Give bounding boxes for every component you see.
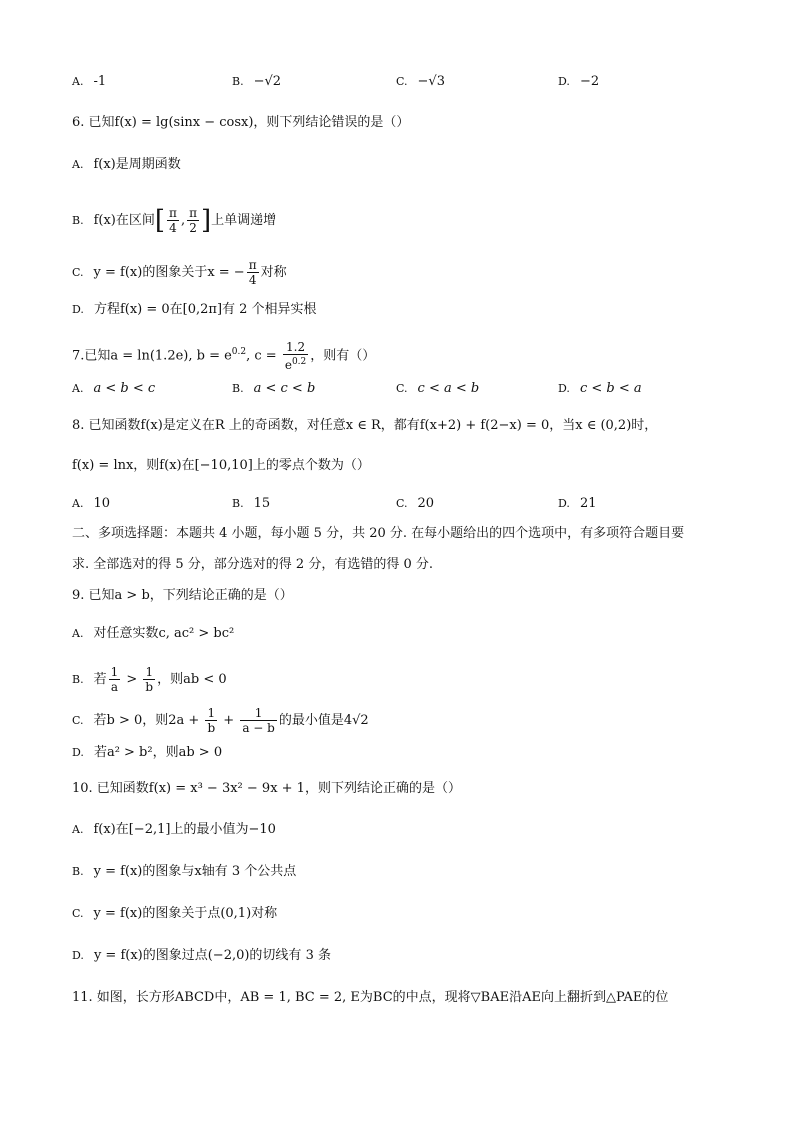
q6-option-d: D. 方程f(x) = 0在[0,2π]有 2 个相异实根 [72, 302, 317, 317]
q7-option-a: A. a < b < c [72, 381, 156, 396]
q7-options [72, 379, 722, 399]
q9-stem: 9. 已知a > b，下列结论正确的是（） [72, 588, 293, 603]
q5-option-a: A. -1 [72, 74, 107, 89]
q6-option-a: A. f(x)是周期函数 [72, 157, 181, 172]
q6-option-b: B. f(x)在区间[ $\frac{\pi}{4}$ , $\frac{\pi}{2}$ ]上单调递增 [72, 205, 277, 236]
q6-stem: 6. 已知f(x) = lg(sinx − cosx)，则下列结论错误的是（） [72, 115, 410, 130]
q5-option-d: D. −2 [558, 74, 600, 89]
section2-heading-line1: 二、多项选择题：本题共 4 小题，每小题 5 分，共 20 分. 在每小题给出的四个选项中，有多项符合题目要 [72, 526, 685, 541]
q10-option-b: B. y = f(x)的图象与x轴有 3 个公共点 [72, 864, 297, 879]
q7-option-c: C. c < a < b [396, 381, 480, 396]
q10-option-d: D. y = f(x)的图象过点(−2,0)的切线有 3 条 [72, 948, 331, 963]
q9-option-b: B. 若 $\frac{1}{a}$ > $\frac{1}{b}$ ，则ab < 0 [72, 665, 227, 694]
q9-option-c: C. 若b > 0，则2a + $\frac{1}{b}$ + $\frac{1}{a - b}$ 的最小值是4√2 [72, 706, 369, 735]
q9-option-d: D. 若a² > b²，则ab > 0 [72, 745, 223, 760]
q5-option-b: B. −√2 [232, 74, 282, 89]
q7-stem: 7.已知a = ln(1.2e), $b = e^{0.2}$, c = $\frac{1.2}{e^{0.2}}$ ，则有（） [72, 340, 376, 372]
q5-option-c: C. −√3 [396, 74, 445, 89]
q7-option-d: D. c < b < a [558, 381, 642, 396]
section2-heading-line2: 求. 全部选对的得 5 分，部分选对的得 2 分，有选错的得 0 分. [72, 557, 434, 572]
q10-option-a: A. f(x)在[−2,1]上的最小值为−10 [72, 822, 276, 837]
q8-option-b: B. 15 [232, 496, 271, 511]
q11-stem: 11. 如图，长方形ABCD中，AB = 1, BC = 2, E为BC的中点，现将▽BAE沿AE向上翻折到△PAE的位 [72, 990, 669, 1005]
q8-line1: 8. 已知函数f(x)是定义在R 上的奇函数，对任意x ∈ R，都有f(x+2) + f(2−x) = 0，当x ∈ (0,2)时， [72, 418, 658, 433]
q5-options [72, 72, 722, 92]
q10-stem: 10. 已知函数f(x) = x³ − 3x² − 9x + 1，则下列结论正确的是（） [72, 781, 461, 796]
q10-option-c: C. y = f(x)的图象关于点(0,1)对称 [72, 906, 278, 921]
q8-option-c: C. 20 [396, 496, 435, 511]
q8-options [72, 494, 722, 514]
q7-option-b: B. a < c < b [232, 381, 316, 396]
q8-line2: f(x) = lnx，则f(x)在[−10,10]上的零点个数为（） [72, 458, 370, 473]
q6-option-c: C. y = f(x)的图象关于x = − $\frac{\pi}{4}$ 对称 [72, 258, 287, 287]
q8-option-d: D. 21 [558, 496, 597, 511]
q8-option-a: A. 10 [72, 496, 110, 511]
q9-option-a: A. 对任意实数c, ac² > bc² [72, 626, 235, 641]
